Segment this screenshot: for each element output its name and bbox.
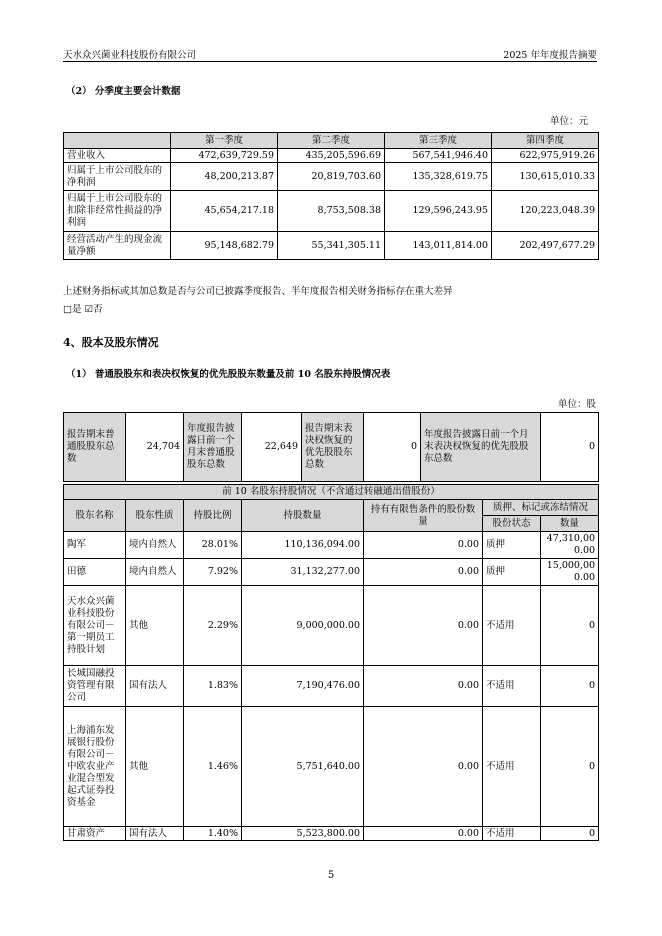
header-share-status: 股份状态: [483, 516, 541, 532]
summary-value-1: 24,704: [126, 413, 184, 482]
cell-q2: 55,341,305.11: [278, 232, 385, 260]
header-q4: 第四季度: [492, 133, 599, 149]
holder-nature: 境内自然人: [126, 559, 184, 586]
holder-ratio: 1.83%: [184, 666, 242, 707]
cell-q4: 130,615,010.33: [492, 163, 599, 191]
checkbox-yes: □是: [63, 304, 82, 315]
holder-count: 15,000,000.00: [541, 559, 599, 586]
cell-q4: 120,223,048.39: [492, 191, 599, 232]
summary-value-3: 0: [364, 413, 421, 482]
section-4-1-title: （1） 普通股股东和表决权恢复的优先股股东数量及前 10 名股东持股情况表: [66, 369, 391, 380]
cell-q1: 48,200,213.87: [171, 163, 278, 191]
header-q1: 第一季度: [171, 133, 278, 149]
cell-q4: 202,497,677.29: [492, 232, 599, 260]
holder-nature: 其他: [126, 586, 184, 666]
shareholder-summary-table: [63, 412, 599, 482]
holder-name: 田德: [64, 559, 126, 586]
table-row: [64, 163, 599, 191]
table-row: [64, 707, 599, 827]
quarter-header-row: [64, 133, 599, 149]
row-label: 归属于上市公司股东的扣除非经常性损益的净利润: [64, 191, 171, 232]
holder-count: 0: [541, 707, 599, 827]
cell-q3: 567,541,946.40: [385, 149, 492, 163]
header-pledge: 质押、标记或冻结情况: [483, 500, 599, 516]
section-4-title: 4、股本及股东情况: [63, 336, 159, 349]
header-pledge-count: 数量: [541, 516, 599, 532]
table-row: [64, 827, 599, 841]
page-number: 5: [327, 870, 335, 881]
holder-nature: 国有法人: [126, 827, 184, 841]
holder-status: 质押: [483, 532, 541, 559]
holder-qty: 5,523,800.00: [242, 827, 364, 841]
holder-ratio: 7.92%: [184, 559, 242, 586]
cell-q1: 45,654,217.18: [171, 191, 278, 232]
holder-restricted: 0.00: [364, 666, 483, 707]
holder-status: 不适用: [483, 586, 541, 666]
holder-restricted: 0.00: [364, 586, 483, 666]
difference-note: 上述财务指标或其加总数是否与公司已披露季度报告、半年度报告相关财务指标存在重大差异: [63, 286, 453, 297]
table-row: [64, 232, 599, 260]
holder-name: 上海浦东发展银行股份有限公司－中欧农业产业混合型发起式证券投资基金: [64, 707, 126, 827]
holder-nature: 国有法人: [126, 666, 184, 707]
table-row: [64, 149, 599, 163]
header-company: 天水众兴菌业科技股份有限公司: [63, 50, 197, 61]
summary-value-4: 0: [541, 413, 599, 482]
holder-ratio: 2.29%: [184, 586, 242, 666]
header-q2: 第二季度: [278, 133, 385, 149]
summary-label-4: 年度报告披露日前一个月末表决权恢复的优先股股东总数: [421, 413, 541, 482]
table-row: [64, 191, 599, 232]
quarterly-data-table: [63, 132, 599, 260]
top10-shareholders-table: [63, 484, 599, 841]
holder-restricted: 0.00: [364, 559, 483, 586]
summary-label-1: 报告期末普通股股东总数: [64, 413, 126, 482]
table-row: [64, 532, 599, 559]
holder-restricted: 0.00: [364, 707, 483, 827]
cell-q3: 135,328,619.75: [385, 163, 492, 191]
holder-count: 47,310,000.00: [541, 532, 599, 559]
holder-status: 质押: [483, 559, 541, 586]
page-header: [63, 47, 597, 62]
holder-restricted: 0.00: [364, 827, 483, 841]
header-report-title: 2025 年年度报告摘要: [503, 50, 597, 61]
cell-q2: 435,205,596.69: [278, 149, 385, 163]
holder-ratio: 1.40%: [184, 827, 242, 841]
header-holder-nature: 股东性质: [126, 500, 184, 532]
holder-ratio: 28.01%: [184, 532, 242, 559]
checkbox-no: ☑否: [84, 304, 103, 315]
holder-status: 不适用: [483, 827, 541, 841]
row-label: 营业收入: [64, 149, 171, 163]
holder-ratio: 1.46%: [184, 707, 242, 827]
cell-q2: 8,753,508.38: [278, 191, 385, 232]
table-row: [64, 586, 599, 666]
summary-label-3: 报告期末表决权恢复的优先股股东总数: [302, 413, 364, 482]
holder-qty: 110,136,094.00: [242, 532, 364, 559]
section-quarterly-title: （2） 分季度主要会计数据: [66, 86, 181, 97]
table-row: [64, 559, 599, 586]
holder-name: 长城国融投资管理有限公司: [64, 666, 126, 707]
holder-name: 陶军: [64, 532, 126, 559]
holder-qty: 31,132,277.00: [242, 559, 364, 586]
row-label: 经营活动产生的现金流量净额: [64, 232, 171, 260]
holder-qty: 5,751,640.00: [242, 707, 364, 827]
summary-label-2: 年度报告披露日前一个月末普通股股东总数: [184, 413, 242, 482]
holder-count: 0: [541, 827, 599, 841]
header-holder-name: 股东名称: [64, 500, 126, 532]
holder-header-row: [64, 500, 599, 516]
cell-q2: 20,819,703.60: [278, 163, 385, 191]
cell-q3: 129,596,243.95: [385, 191, 492, 232]
holder-count: 0: [541, 586, 599, 666]
holder-status: 不适用: [483, 707, 541, 827]
cell-q1: 472,639,729.59: [171, 149, 278, 163]
holder-count: 0: [541, 666, 599, 707]
cell-q3: 143,011,814.00: [385, 232, 492, 260]
yes-no-choice: [63, 301, 103, 315]
header-holding-ratio: 持股比例: [184, 500, 242, 532]
header-holding-qty: 持股数量: [242, 500, 364, 532]
table-row: [64, 666, 599, 707]
unit-label-shares: 单位：股: [557, 399, 596, 410]
summary-value-2: 22,649: [242, 413, 302, 482]
holder-qty: 7,190,476.00: [242, 666, 364, 707]
top10-title-row: [64, 485, 599, 500]
holder-nature: 境内自然人: [126, 532, 184, 559]
summary-row: [64, 413, 599, 482]
cell-q4: 622,975,919.26: [492, 149, 599, 163]
cell-q1: 95,148,682.79: [171, 232, 278, 260]
holder-status: 不适用: [483, 666, 541, 707]
holder-nature: 其他: [126, 707, 184, 827]
holder-qty: 9,000,000.00: [242, 586, 364, 666]
header-blank: [64, 133, 171, 149]
unit-label-yuan: 单位：元: [549, 116, 588, 127]
holder-name: 甘肃资产: [64, 827, 126, 841]
header-restricted-qty: 持有有限售条件的股份数量: [364, 500, 483, 532]
row-label: 归属于上市公司股东的净利润: [64, 163, 171, 191]
top10-title: 前 10 名股东持股情况（不含通过转融通出借股份）: [64, 485, 599, 500]
holder-restricted: 0.00: [364, 532, 483, 559]
header-q3: 第三季度: [385, 133, 492, 149]
holder-name: 天水众兴菌业科技股份有限公司－第一期员工持股计划: [64, 586, 126, 666]
